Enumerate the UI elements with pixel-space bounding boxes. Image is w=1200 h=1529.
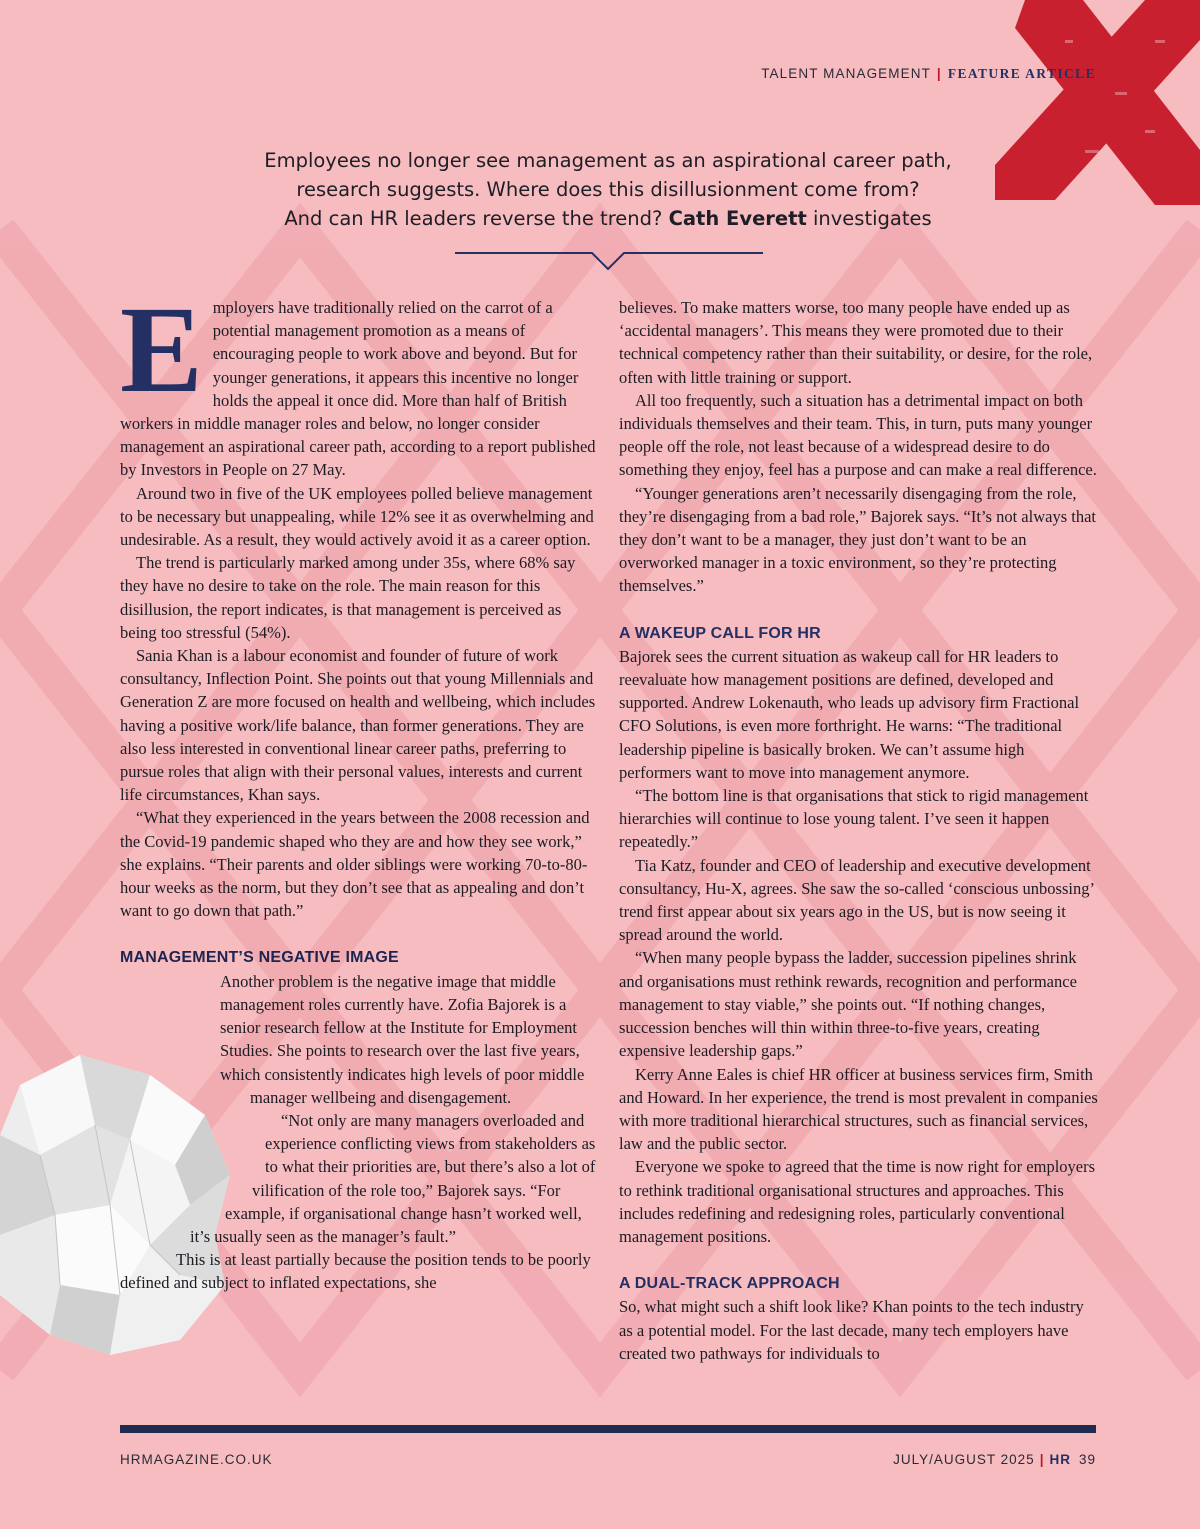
- footer-separator: |: [1039, 1452, 1045, 1467]
- standfirst-line-2: research suggests. Where does this disillusionment come from?: [296, 178, 920, 201]
- standfirst-line-1: Employees no longer see management as an aspirational career path,: [264, 149, 952, 172]
- footer-website: HRMAGAZINE.CO.UK: [120, 1452, 273, 1467]
- article-column-right: [619, 296, 1099, 1365]
- paragraph: This is at least partially because the position tends to be poorly defined and subject to inflated expectations, she: [120, 1250, 591, 1293]
- paragraph: Around two in five of the UK employees polled believe management to be necessary but unappealing, while 12% see it as overwhelming and undesirable. As a result, they would actively avoid it as a career option.: [120, 483, 594, 550]
- page-number: 39: [1078, 1452, 1096, 1467]
- paragraph: So, what might such a shift look like? Khan points to the tech industry as a potential model. For the last decade, many tech employers have created two pathways for individuals to: [619, 1297, 1084, 1363]
- paragraph: Everyone we spoke to agreed that the time is now right for employers to rethink traditional organisational structures and approaches. This includes redefining and redesigning roles, particularly conventional management positions.: [619, 1157, 1096, 1246]
- article-column-left: [120, 281, 600, 1295]
- subheading-dual-track: A DUAL-TRACK APPROACH: [619, 1275, 840, 1293]
- paragraph: Another problem is the negative image that middle management roles currently have. Zofia Bajorek is a senior research fellow at the Institute for Employment Studies. She points to research over the last five years, which consistently indicates high levels of poor middle manager wellbeing and disengagement.: [220, 971, 585, 1107]
- issue-date: JULY/AUGUST 2025: [893, 1452, 1035, 1467]
- paragraph: “Not only are many managers overloaded and experience conflicting views from stakeholders as to what their priorities are, but there’s also a lot of vilification of the role too,” Bajorek says. “For example, if organisational change hasn’t worked well, it’s usually seen as the manager’s fault.”: [190, 1110, 596, 1246]
- paragraph: mployers have traditionally relied on the carrot of a potential management promotion as a means of encouraging people to work above and beyond. But for younger generations, it appears this incentive no longer holds the appeal it once did. More than half of British workers in middle manager roles and below, no longer consider management an aspirational career path, according to a report published by Investors in People on 27 May.: [120, 298, 596, 480]
- footer-rule: [120, 1425, 1096, 1433]
- paragraph: Bajorek sees the current situation as wakeup call for HR leaders to reevaluate how management positions are defined, developed and supported. Andrew Lokenauth, who leads up advisory firm Fractional CFO Solutions, is even more forthright. He warns: “The traditional leadership pipeline is basically broken. We can’t assume high performers want to move into management anymore.: [619, 646, 1080, 782]
- magazine-name: HR: [1049, 1452, 1071, 1467]
- paragraph: “Younger generations aren’t necessarily disengaging from the role, they’re disengaging from a bad role,” Bajorek says. “It’s not always that they don’t want to be a manager, they just don’t want to be an overworked manager in a toxic environment, so they’re protecting themselves.”: [619, 483, 1096, 596]
- subheading-wakeup-call: A WAKEUP CALL FOR HR: [619, 624, 821, 642]
- paragraph: believes. To make matters worse, too many people have ended up as ‘accidental managers’. This means they were promoted due to their technical competency rather than their suitability, or desire, for the role, often with little training or support.: [619, 298, 1093, 387]
- paragraph: Tia Katz, founder and CEO of leadership and executive development consultancy, Hu-X, agrees. She saw the so-called ‘conscious unbossing’ trend first appear about six years ago in the US, but is now seeing it spread around the world.: [619, 855, 1094, 945]
- author-name: Cath Everett: [668, 207, 807, 230]
- paragraph: All too frequently, such a situation has a detrimental impact on both individuals themselves and their team. This, in turn, puts many younger people off the role, not least because of a widespread desire to do something they enjoy, feel has a purpose and can make a real difference.: [619, 390, 1097, 480]
- header-separator: |: [936, 66, 942, 81]
- paragraph: “The bottom line is that organisations that stick to rigid management hierarchies will continue to lose young talent. I’ve seen it happen repeatedly.”: [619, 786, 1089, 852]
- footer-issue-info: [893, 1452, 1096, 1467]
- standfirst-line-3: [200, 204, 1016, 233]
- standfirst-line-3-text: And can HR leaders reverse the trend?: [284, 207, 669, 230]
- feature-article-label: FEATURE ARTICLE: [947, 66, 1096, 81]
- paragraph: “What they experienced in the years between the 2008 recession and the Covid-19 pandemic shaped who they are and how they see work,” she explains. “Their parents and older siblings were working 70-to-80-hour weeks as the norm, but they don’t see that as appealing and don’t want to go down that path.”: [120, 808, 590, 921]
- running-header: [761, 66, 1096, 82]
- standfirst-line-3-end: investigates: [806, 207, 932, 230]
- section-label: TALENT MANAGEMENT: [761, 66, 931, 81]
- chevron-divider: [455, 248, 763, 274]
- paragraph: The trend is particularly marked among under 35s, where 68% say they have no desire to take on the role. The main reason for this disillusion, the report indicates, is that management is perceived as being too stressful (54%).: [120, 553, 576, 642]
- paragraph: “When many people bypass the ladder, succession pipelines shrink and organisations must rethink rewards, recognition and performance management to stay viable,” she points out. “If nothing changes, succession benches will thin within three-to-five years, creating expensive leadership gaps.”: [619, 948, 1077, 1061]
- paragraph: Sania Khan is a labour economist and founder of future of work consultancy, Inflection Point. She points out that young Millennials and Generation Z are more focused on health and wellbeing, which includes having a positive work/life balance, than former generations. They are also less interested in conventional linear career paths, preferring to pursue roles that align with their personal values, interests and current life circumstances, Khan says.: [120, 646, 596, 805]
- paragraph: Kerry Anne Eales is chief HR officer at business services firm, Smith and Howard. In her experience, the trend is most prevalent in companies with more traditional hierarchical structures, such as financial services, law and the public sector.: [619, 1064, 1098, 1154]
- subheading-negative-image: MANAGEMENT’S NEGATIVE IMAGE: [120, 949, 399, 967]
- standfirst: [200, 146, 1016, 233]
- red-x-brush-mark: [995, 0, 1200, 205]
- drop-cap: E: [120, 281, 203, 418]
